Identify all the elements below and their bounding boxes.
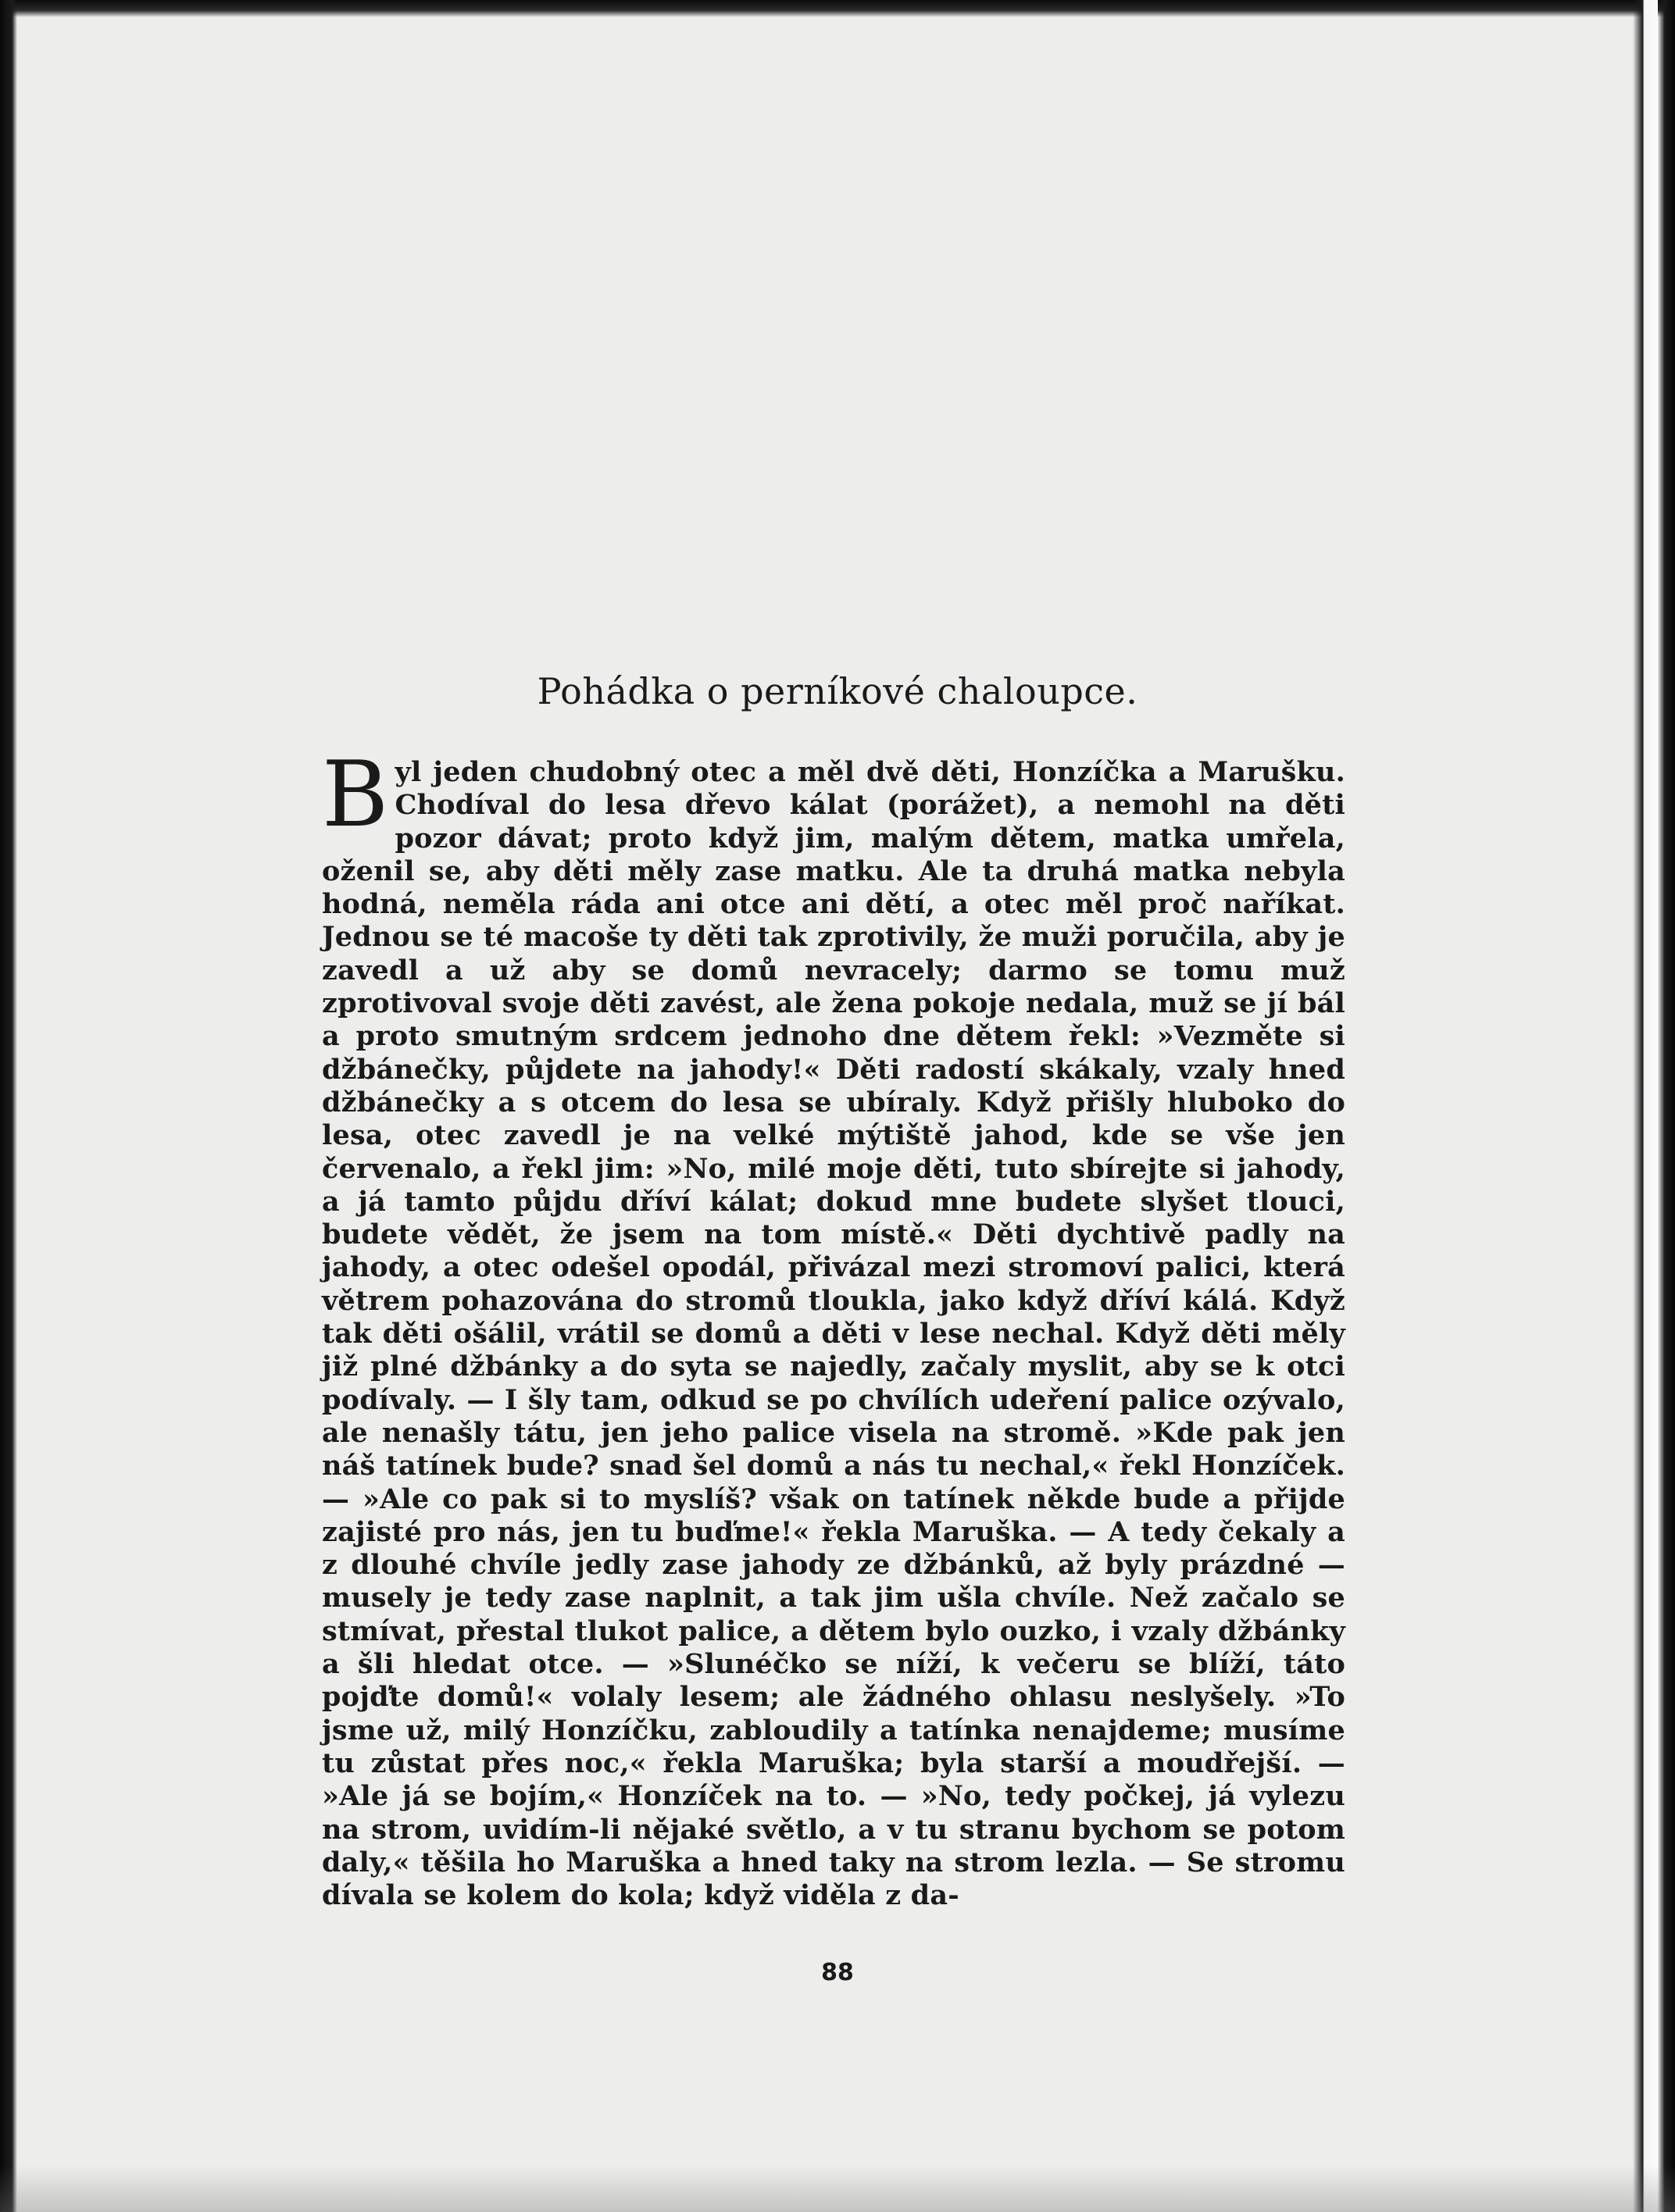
page-number: 88 [821, 1959, 854, 1986]
story-text [322, 742, 1345, 1912]
story-title: Pohádka o perníkové chaloupce. [537, 670, 1138, 712]
scan-border-top [0, 0, 1675, 17]
scan-border-left [0, 0, 17, 2212]
story-body: yl jeden chudobný otec a měl dvě děti, Honzíčka a Marušku. Chodíval do lesa dřevo kálat (porážet), a nemohl na děti pozor dávat; proto když jim, malým dětem, matka umřela, oženil se, aby děti měly zase matku. Ale ta druhá matka nebyla hodná, neměla ráda ani otce ani dětí, a otec měl proč naříkat. Jednou se té macoše ty děti tak zprotivily, že muži poručila, aby je zavedl a už aby se domů nevracely; darmo se tomu muž zprotivoval svoje děti zavést, ale žena pokoje nedala, muž se jí bál a proto smutným srdcem jednoho dne dětem řekl: »Vezměte si džbánečky, půjdete na jahody!« Děti radostí skákaly, vzaly hned džbánečky a s otcem do lesa se ubíraly. Když přišly hluboko do lesa, otec zavedl je na velké mýtiště jahod, kde se vše jen červenalo, a řekl jim: »No, milé moje děti, tuto sbírejte si jahody, a já tamto půjdu dříví kálat; dokud mne budete slyšet tlouci, budete vědět, že jsem na tom místě.« Děti dychtivě padly na jahody, a otec odešel opodál, přivázal mezi stromoví palici, která větrem pohazována do stromů tloukla, jako když dříví kálá. Když tak děti ošálil, vrátil se domů a děti v lese nechal. Když děti měly již plné džbánky a do syta se najedly, začaly myslit, aby se k otci podívaly. — I šly tam, odkud se po chvílích udeření palice ozývalo, ale nenašly tátu, jen jeho palice visela na stromě. »Kde pak jen náš tatínek bude? snad šel domů a nás tu nechal,« řekl Honzíček. — »Ale co pak si to myslíš? však on tatínek někde bude a přijde zajisté pro nás, jen tu buďme!« řekla Maruška. — A tedy čekaly a z dlouhé chvíle jedly zase jahody ze džbánků, až byly prázdné — musely je tedy zase naplnit, a tak jim ušla chvíle. Než začalo se stmívat, přestal tlukot palice, a dětem bylo ouzko, i vzaly džbánky a šli hledat otce. — »Slunéčko se níží, k večeru se blíží, táto pojďte domů!« volaly lesem; ale žádného ohlasu neslyšely. »To jsme už, milý Honzíčku, zabloudily a tatínka nenajdeme; musíme tu zůstat přes noc,« řekla Maruška; byla starší a moudřejší. — »Ale já se bojím,« Honzíček na to. — »No, tedy počkej, já vylezu na strom, uvidím-li nějaké světlo, a v tu stranu bychom se potom daly,« těšila ho Maruška a hned taky na strom lezla. — Se stromu dívala se kolem do kola; když viděla z da- [322, 756, 1345, 1912]
scan-border-right [1658, 0, 1675, 2212]
page-bottom-shade [0, 2165, 1675, 2212]
drop-cap-initial: B [322, 742, 389, 847]
page-edge-shadow [1633, 0, 1658, 2212]
